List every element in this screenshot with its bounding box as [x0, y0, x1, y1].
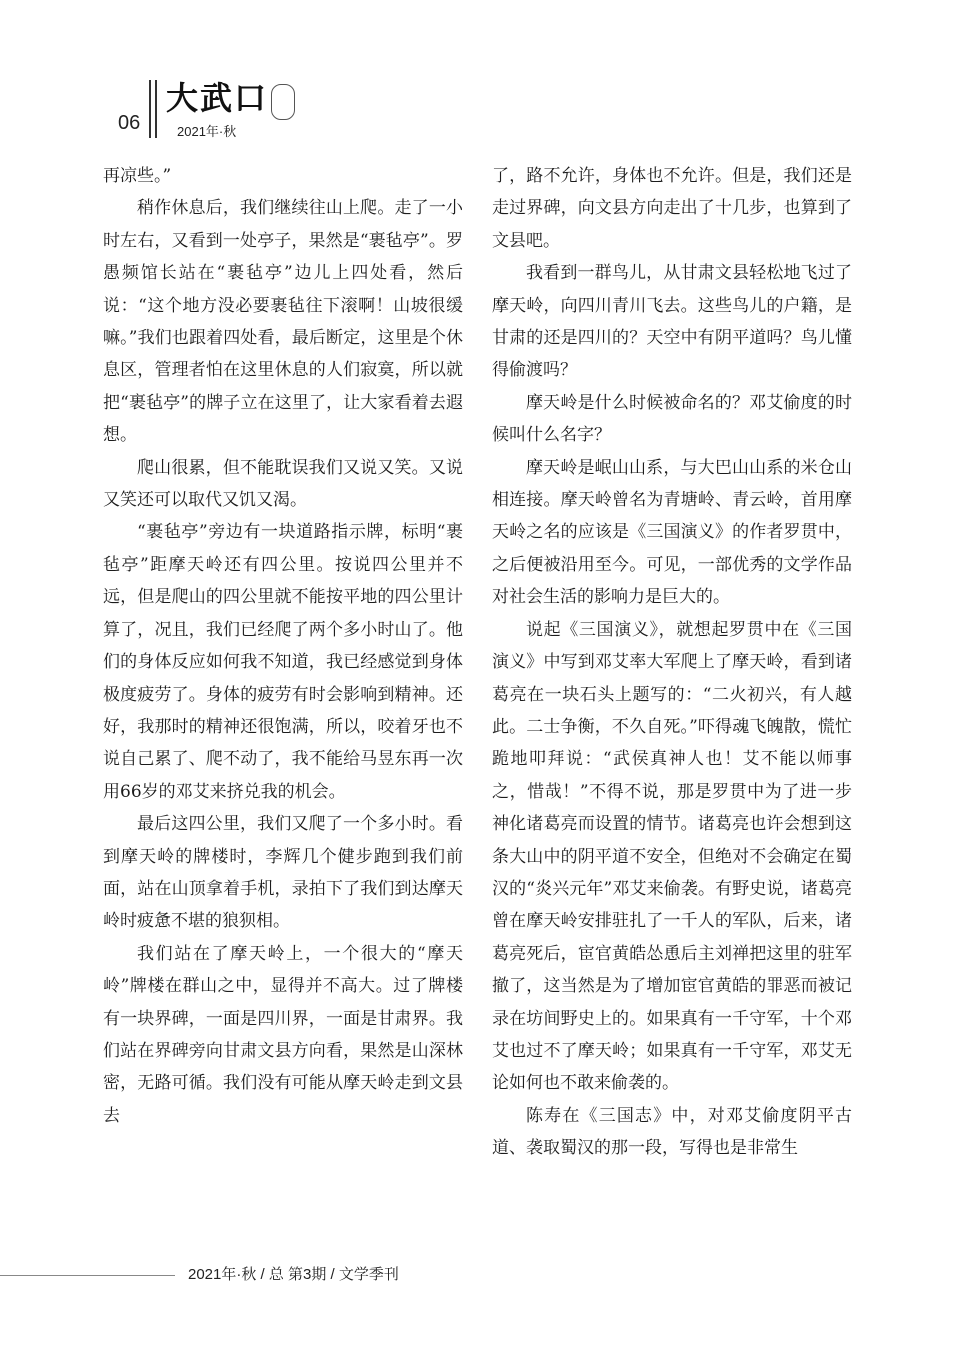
paragraph: 我看到一群鸟儿，从甘肃文县轻松地飞过了摩天岭，向四川青川飞去。这些鸟儿的户籍，是甘肃的还是四川的？天空中有阴平道吗？鸟儿懂得偷渡吗？: [492, 263, 852, 381]
header-divider: [155, 80, 157, 138]
paragraph: 了，路不允许，身体也不允许。但是，我们还是走过界碑，向文县方向走出了十几步，也算到了文县吧。: [492, 166, 852, 251]
paragraph: 摩天岭是岷山山系，与大巴山山系的米仓山相连接。摩天岭曾名为青塘岭、青云岭，首用摩天岭之名的应该是《三国演义》的作者罗贯中，之后便被沿用至今。可见，一部优秀的文学作品对社会生活的影响力是巨大的。: [492, 457, 852, 608]
paragraph: 说起《三国演义》，就想起罗贯中在《三国演义》中写到邓艾率大军爬上了摩天岭，看到诸葛亮在一块石头上题写的：“二火初兴，有人越此。二士争衡，不久自死。”吓得魂飞魄散，慌忙跪地叩拜说：“武侯真神人也！艾不能以师事之，惜哉！”不得不说，那是罗贯中为了进一步神化诸葛亮而设置的情节。诸葛亮也许会想到这条大山中的阴平道不安全，但绝对不会确定在蜀汉的“炎兴元年”邓艾来偷袭。有野史说，诸葛亮曾在摩天岭安排驻扎了一千人的军队，后来，诸葛亮死后，宦官黄皓怂恿后主刘禅把这里的驻军撤了，这当然是为了增加宦官黄皓的罪恶而被记录在坊间野史上的。如果真有一千守军，十个邓艾也过不了摩天岭；如果真有一千守军，邓艾无论如何也不敢来偷袭的。: [492, 619, 852, 1094]
paragraph: 爬山很累，但不能耽误我们又说又笑。又说又笑还可以取代又饥又渴。: [103, 457, 463, 511]
footer-text: 2021年·秋 / 总 第3期 / 文学季刊: [188, 1266, 399, 1283]
right-column: [492, 160, 852, 1165]
left-column: [103, 160, 463, 1132]
seal-icon: [271, 84, 295, 120]
footer-rule: [0, 1275, 175, 1276]
paragraph: 我们站在了摩天岭上，一个很大的“摩天岭”牌楼在群山之中，显得并不高大。过了牌楼有一块界碑，一面是四川界，一面是甘肃界。我们站在界碑旁向甘肃文县方向看，果然是山深林密，无路可循。我们没有可能从摩天岭走到文县去: [103, 943, 463, 1126]
header-issue: 2021年·秋: [177, 124, 237, 139]
header-divider: [149, 80, 151, 138]
paragraph: 再凉些。”: [103, 166, 172, 186]
paragraph: “裹毡亭”旁边有一块道路指示牌，标明“裹毡亭”距摩天岭还有四公里。按说四公里并不远，但是爬山的四公里就不能按平地的四公里计算了，况且，我们已经爬了两个多小时山了。他们的身体反应如何我不知道，我已经感觉到身体极度疲劳了。身体的疲劳有时会影响到精神。还好，我那时的精神还很饱满，所以，咬着牙也不说自己累了、爬不动了，我不能给马昱东再一次用66岁的邓艾来挤兑我的机会。: [103, 522, 463, 802]
page-number: 06: [118, 112, 141, 134]
paragraph: 最后这四公里，我们又爬了一个多小时。看到摩天岭的牌楼时，李辉几个健步跑到我们前面，站在山顶拿着手机，录拍下了我们到达摩天岭时疲惫不堪的狼狈相。: [103, 814, 463, 932]
paragraph: 摩天岭是什么时候被命名的？邓艾偷度的时候叫什么名字？: [492, 392, 852, 446]
paragraph: 陈寿在《三国志》中，对邓艾偷度阴平古道、袭取蜀汉的那一段，写得也是非常生: [492, 1105, 852, 1159]
magazine-logo: 大武口: [166, 79, 269, 117]
paragraph: 稍作休息后，我们继续往山上爬。走了一小时左右，又看到一处亭子，果然是“裹毡亭”。罗愚频馆长站在“裹毡亭”边儿上四处看，然后说：“这个地方没必要裹毡往下滚啊！山坡很缓嘛。”我们也跟着四处看，最后断定，这里是个休息区，管理者怕在这里休息的人们寂寞，所以就把“裹毡亭”的牌子立在这里了，让大家看着去遐想。: [103, 198, 463, 446]
